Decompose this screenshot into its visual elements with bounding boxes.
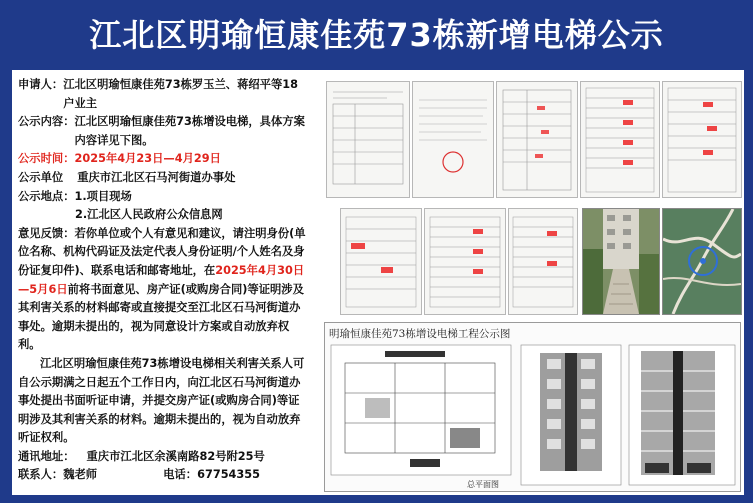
document-scan-3-lines (497, 82, 577, 197)
address-row (18, 448, 308, 467)
unit-label: 公示单位 (18, 170, 64, 184)
document-scan-8-lines (509, 209, 577, 314)
phone-value: 67754355 (197, 468, 260, 482)
document-scan-6 (340, 208, 422, 315)
period-label: 公示时间： (18, 152, 75, 166)
document-scan-3 (496, 81, 578, 198)
contact-label: 联系人： (18, 468, 64, 482)
document-scan-6-lines (341, 209, 421, 314)
site-plan-sketch (331, 345, 511, 475)
site-photo (582, 208, 660, 315)
content-panel (12, 70, 744, 495)
location-item-1: 1.项目现场 (74, 189, 132, 203)
applicant-row (18, 76, 308, 113)
unit-value: 重庆市江北区石马河街道办事处 (77, 170, 236, 184)
site-photo-image (583, 209, 659, 314)
location-item-2: 2.江北区人民政府公众信息网 (75, 208, 223, 222)
title-bar (0, 0, 753, 66)
document-scan-2-lines (413, 82, 493, 197)
address-value: 重庆市江北区余溪南路82号附25号 (86, 449, 265, 463)
phone-label: 电话： (163, 468, 198, 482)
feedback-paragraph (18, 225, 308, 355)
plan-drawing (324, 322, 741, 492)
elevation-sketch (521, 345, 621, 485)
contact-row (18, 466, 308, 485)
feedback-text-2: 前将书面意见、房产证(或购房合同)等证明涉及其利害关系的材料邮寄或直接提交至江北区石马河街道办事处。逾期未提出的，视为同意设计方案或自动放弃权利。 (18, 282, 304, 352)
location-label: 公示地点： (18, 189, 75, 203)
content-label: 公示内容： (18, 115, 75, 129)
feedback-text-1: 若你单位或个人有意见和建议，请注明身份(单位名称、机构代码证及法定代表人身份证明/个人姓名及身份证复印件)、联系电话和邮寄地址，在 (18, 226, 306, 277)
document-scan-5 (662, 81, 742, 198)
notice-text (18, 76, 308, 485)
document-scan-5-lines (663, 82, 741, 197)
hearing-paragraph: 江北区明瑜恒康佳苑73栋增设电梯相关利害关系人可自公示期满之日起五个工作日内，向江北区石马河街道办事处提出书面听证申请，并提交房产证(或购房合同)等证明涉及其利害关系的材料。逾期未提出的，视为自动放弃听证权利。 (18, 356, 305, 445)
contact-value: 魏老师 (63, 468, 98, 482)
document-scan-1 (326, 81, 410, 198)
site-map (662, 208, 742, 315)
plan-drawings (325, 323, 740, 491)
period-value: 2025年4月23日—4月29日 (74, 152, 221, 166)
page-title: 江北区明瑜恒康佳苑73栋新增电梯公示 (89, 16, 664, 54)
content-value: 江北区明瑜恒康佳苑73栋增设电梯，具体方案内容详见下图。 (74, 115, 305, 147)
document-scan-1-lines (327, 82, 409, 197)
document-scan-7-lines (425, 209, 505, 314)
document-scan-7 (424, 208, 506, 315)
site-map-image (663, 209, 741, 314)
plan-title: 明瑜恒康佳苑73栋增设电梯工程公示图 (329, 328, 511, 340)
location-row (18, 188, 308, 207)
document-scan-4 (580, 81, 660, 198)
address-label: 通讯地址： (18, 449, 75, 463)
applicant-value: 江北区明瑜恒康佳苑73栋罗玉兰、蒋绍平等18户业主 (63, 78, 298, 110)
document-scan-2 (412, 81, 494, 198)
plan-footer: 总平面图 (467, 480, 499, 489)
feedback-label: 意见反馈： (18, 226, 75, 240)
period-row (18, 150, 308, 169)
unit-row (18, 169, 308, 188)
content-row (18, 113, 308, 150)
document-scan-4-lines (581, 82, 659, 197)
applicant-label: 申请人： (18, 78, 64, 91)
section-sketch (629, 345, 735, 485)
feedback-deadline: 2025年4月30日—5月6日 (18, 263, 305, 296)
document-scan-8 (508, 208, 578, 315)
